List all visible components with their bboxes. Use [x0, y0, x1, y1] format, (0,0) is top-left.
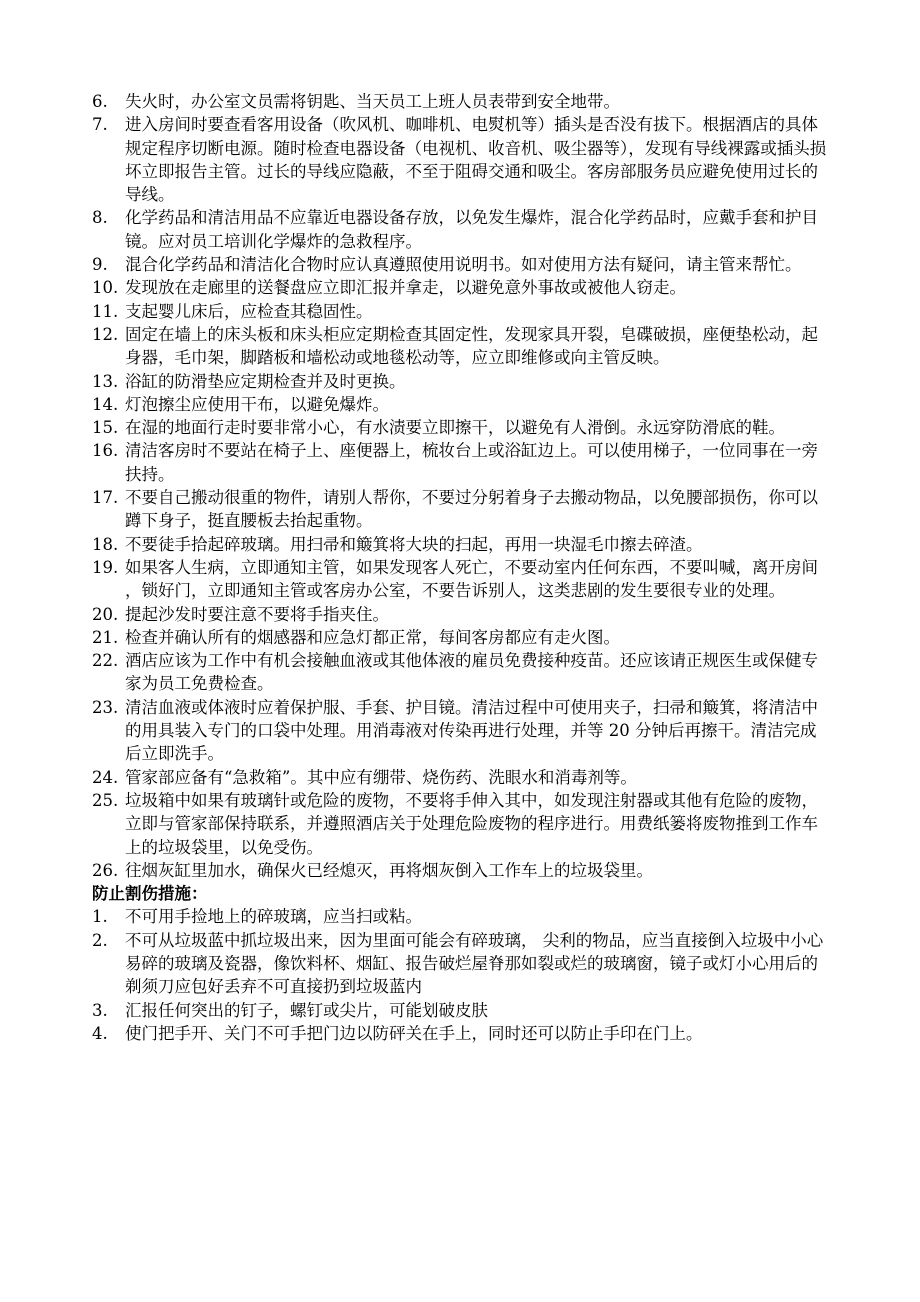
item-number: 11. — [92, 301, 119, 321]
item-text: 不可从垃圾蓝中抓垃圾出来，因为里面可能会有碎玻璃， 尖利的物品，应当直接倒入垃圾中小心易碎的玻璃及瓷器，像饮料杯、烟缸、报告破烂屋脊那如裂或烂的玻璃窗，镜子或灯小心用后的剃须刀应包好丢弃不可直接扔到垃圾蓝内 — [125, 930, 824, 997]
list-item — [0, 393, 920, 416]
item-number: 23. — [92, 697, 119, 717]
item-text: 检查并确认所有的烟感器和应急灯都正常，每间客房都应有走火图。 — [125, 627, 620, 647]
list-item — [0, 323, 920, 370]
item-text: 不可用手捡地上的碎玻璃，应当扫或粘。 — [125, 907, 422, 927]
list-item — [0, 300, 920, 323]
item-text: 化学药品和清洁用品不应靠近电器设备存放，以免发生爆炸，混合化学药品时，应戴手套和护目镜。应对员工培训化学爆炸的急救程序。 — [125, 208, 818, 251]
list-item — [0, 370, 920, 393]
list-item — [0, 766, 920, 789]
item-number: 9. — [92, 255, 108, 275]
item-number: 7. — [92, 115, 108, 135]
item-text: 不要徒手拾起碎玻璃。用扫帚和簸箕将大块的扫起，再用一块湿毛巾擦去碎渣。 — [125, 534, 703, 554]
item-text: 浴缸的防滑垫应定期检查并及时更换。 — [125, 371, 406, 391]
item-number: 15. — [92, 418, 119, 438]
item-text: 固定在墙上的床头板和床头柜应定期检查其固定性，发现家具开裂，皂碟破损，座便垫松动，起身器，毛巾架，脚踏板和墙松动或地毯松动等，应立即维修或向主管反映。 — [125, 324, 818, 368]
item-number: 20. — [92, 604, 119, 624]
item-text: 管家部应备有“急救箱”。其中应有绷带、烧伤药、洗眼水和消毒剂等。 — [125, 767, 637, 787]
item-text: 酒店应该为工作中有机会接触血液或其他体液的雇员免费接种疫苗。还应该请正规医生或保健专家为员工免费检查。 — [125, 651, 818, 694]
item-number: 8. — [92, 208, 108, 228]
list-item — [0, 603, 920, 626]
item-text: 不要自己搬动很重的物件，请别人帮你，不要过分躬着身子去搬动物品，以免腰部损伤，你可以蹲下身子，挺直腰板去抬起重物。 — [125, 488, 818, 531]
item-text: 在湿的地面行走时要非常小心，有水渍要立即擦干，以避免有人滑倒。永远穿防滑底的鞋。 — [125, 418, 785, 438]
item-number: 10. — [92, 278, 119, 298]
item-text: 提起沙发时要注意不要将手指夹住。 — [125, 604, 389, 624]
list-item — [0, 113, 920, 206]
list-item — [0, 276, 920, 299]
list-item — [0, 556, 920, 603]
item-number: 12. — [92, 324, 119, 344]
item-number: 22. — [92, 651, 119, 671]
section-heading: 防止割伤措施： — [92, 884, 208, 904]
item-number: 26. — [92, 860, 119, 880]
list-item — [0, 416, 920, 439]
item-number: 17. — [92, 488, 119, 508]
item-number: 14. — [92, 394, 119, 414]
item-number: 6. — [92, 92, 108, 111]
item-number: 21. — [92, 627, 119, 647]
list-item — [0, 533, 920, 556]
list-item — [0, 1022, 920, 1045]
item-text: 使门把手开、关门不可手把门边以防砰关在手上，同时还可以防止手印在门上。 — [125, 1023, 703, 1043]
cut-prevention-list — [0, 905, 920, 1045]
list-item — [0, 253, 920, 276]
safety-list — [0, 90, 920, 882]
item-number: 19. — [92, 557, 119, 577]
list-item — [0, 649, 920, 696]
item-text: 支起婴儿床后，应检查其稳固性。 — [125, 301, 373, 321]
list-item — [0, 999, 920, 1022]
item-number: 18. — [92, 534, 119, 554]
list-item — [0, 696, 920, 766]
item-text: 清洁血液或体液时应着保护服、手套、护目镜。清洁过程中可使用夹子，扫帚和簸箕，将清洁中的用具装入专门的口袋中处理。用消毒液对传染再进行处理，并等 20 分钟后再擦干。清洁完成后立即洗手。 — [125, 697, 818, 764]
list-item — [0, 90, 920, 113]
item-text: 发现放在走廊里的送餐盘应立即汇报并拿走，以避免意外事故或被他人窃走。 — [125, 278, 686, 298]
list-item — [0, 789, 920, 859]
item-number: 1. — [92, 907, 108, 927]
list-item — [0, 905, 920, 928]
item-text: 垃圾箱中如果有玻璃针或危险的废物，不要将手伸入其中，如发现注射器或其他有危险的废物，立即与管家部保持联系，并遵照酒店关于处理危险废物的程序进行。用费纸篓将废物推到工作车上的垃圾袋里，以免受伤。 — [125, 790, 818, 857]
item-number: 3. — [92, 1000, 108, 1020]
item-text: 如果客人生病，立即通知主管，如果发现客人死亡，不要动室内任何东西，不要叫喊，离开房间 ，锁好门，立即通知主管或客房办公室，不要告诉别人，这类悲剧的发生要很专业的处理。 — [125, 557, 818, 601]
list-item — [0, 859, 920, 882]
item-text: 往烟灰缸里加水，确保火已经熄灭，再将烟灰倒入工作车上的垃圾袋里。 — [125, 860, 653, 880]
item-number: 16. — [92, 441, 119, 461]
item-number: 24. — [92, 767, 119, 787]
list-item — [0, 626, 920, 649]
item-number: 2. — [92, 930, 108, 950]
item-text: 失火时，办公室文员需将钥匙、当天员工上班人员表带到安全地带。 — [125, 92, 620, 111]
item-text: 清洁客房时不要站在椅子上、座便器上，梳妆台上或浴缸边上。可以使用梯子，一位同事在一旁扶持。 — [125, 441, 818, 484]
item-number: 25. — [92, 790, 119, 810]
item-number: 4. — [92, 1023, 108, 1043]
list-item — [0, 439, 920, 486]
item-text: 混合化学药品和清洁化合物时应认真遵照使用说明书。如对使用方法有疑问，请主管来帮忙。 — [125, 255, 802, 275]
document-page — [0, 90, 920, 1045]
item-text: 进入房间时要查看客用设备（吹风机、咖啡机、电熨机等）插头是否没有拔下。根据酒店的具体规定程序切断电源。随时检查电器设备（电视机、收音机、吸尘器等），发现有导线裸露或插头损坏立即报告主管。过长的导线应隐蔽，不至于阻碍交通和吸尘。客房部服务员应避免使用过长的导线。 — [125, 115, 827, 205]
item-text: 汇报任何突出的钉子，螺钉或尖片，可能划破皮肤 — [125, 1000, 488, 1020]
list-item — [0, 929, 920, 999]
item-number: 13. — [92, 371, 119, 391]
list-item — [0, 206, 920, 253]
list-item — [0, 486, 920, 533]
item-text: 灯泡擦尘应使用干布，以避免爆炸。 — [125, 394, 389, 414]
